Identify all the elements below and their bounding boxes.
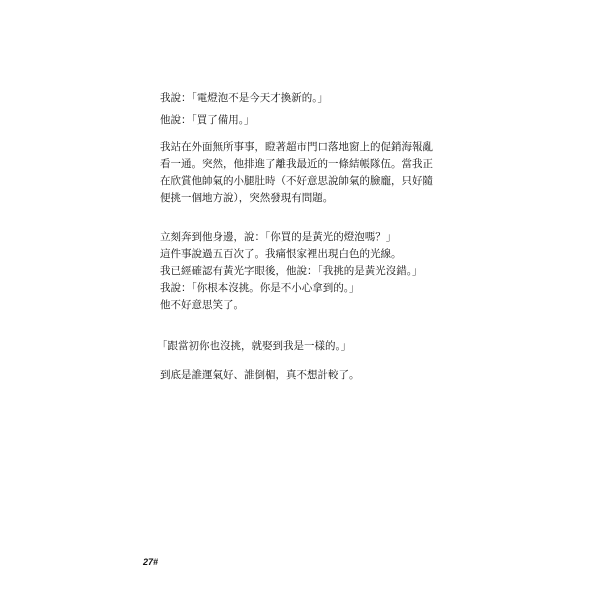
- paragraph-2: 他說：「買了備用。」: [160, 114, 255, 126]
- page-number: 27#: [143, 557, 159, 567]
- paragraph-4: 立刻奔到他身邊，說：「你買的是黃光的燈泡嗎？」 這件事說過五百次了。我痛恨家裡出現白色的光線。 我已經確認有黃光字眼後，他說：「我挑的是黃光沒錯。」 我說：「你根本沒挑。你是不小心拿到的。」 他不好意思笑了。: [160, 231, 423, 311]
- paragraph-1: 我說：「電燈泡不是今天才換新的。」: [160, 92, 328, 104]
- paragraph-3: 我站在外面無所事事，瞪著超市門口落地窗上的促銷海報亂 看一通。突然，他排進了離我最近的一條結帳隊伍。當我正 在欣賞他帥氣的小腿肚時（不好意思說帥氣的臉龐，只好隨 便挑一個地方說），突然發現有問題。: [160, 141, 433, 204]
- paragraph-6: 到底是誰運氣好、誰倒楣，真不想計較了。: [160, 369, 360, 381]
- paragraph-5: 「跟當初你也沒挑，就娶到我是一樣的。」: [157, 340, 352, 352]
